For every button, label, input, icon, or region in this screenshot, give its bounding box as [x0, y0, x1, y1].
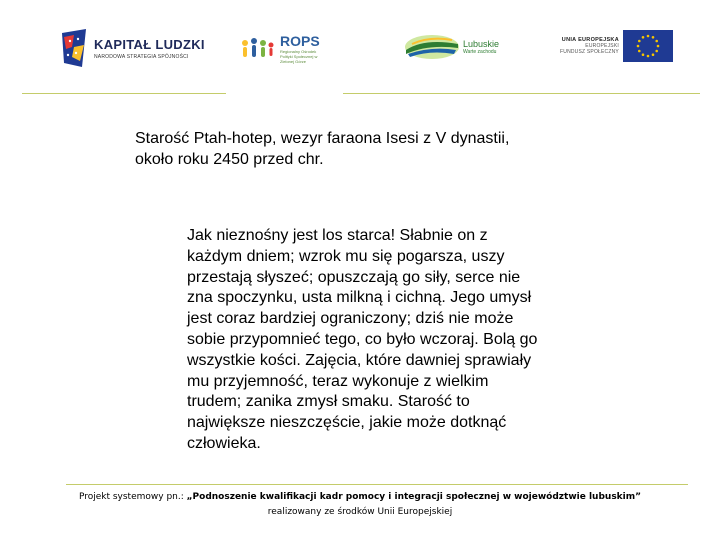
kapital-ludzki-title: KAPITAŁ LUDZKI [94, 36, 205, 52]
eu-logo [560, 26, 682, 66]
footer-funding-note: realizowany ze środków Unii Europejskiej [267, 507, 453, 517]
footer [40, 490, 680, 520]
slide-title: Starość Ptah-hotep, wezyr faraona Isesi z V dynastii, około roku 2450 przed chr. [135, 130, 510, 168]
rops-title: ROPS [280, 32, 320, 49]
header-rule-left [22, 93, 226, 94]
rops-subtitle: Regionalny Ośrodek Polityki Społecznej w Zielonej Górze [280, 48, 318, 64]
footer-line-1 [40, 490, 680, 505]
header-rule-right [343, 93, 700, 94]
eu-title: UNIA EUROPEJSKA [561, 37, 619, 43]
eu-flag-icon [623, 30, 673, 62]
footer-prefix: Projekt systemowy pn.: [78, 492, 187, 502]
rops-people-icon [240, 35, 276, 61]
kapital-ludzki-logo [60, 24, 220, 72]
footer-project-name: „Podnoszenie kwalifikacji kadr pomocy i integracji społecznej w województwie lubuskim” [186, 492, 642, 502]
rops-logo [240, 28, 350, 68]
eu-fund-line2: FUNDUSZ SPOŁECZNY [560, 49, 619, 55]
footer-rule [66, 484, 688, 485]
lubuskie-logo [404, 30, 514, 64]
quote-text: Jak nieznośny jest los starca! Słabnie on z każdym dniem; wzrok mu się pogarsza, uszy przestają słyszeć; opuszczają go siły, serce nie zna spoczynku, usta milkną i cichną. Jego umysł jest coraz bardziej ograniczony; dziś nie może sobie przypomnieć tego, co było wczoraj. Bolą go wszystkie kości. Zajęcia, które dawniej sprawiały mu przyjemność, teraz wykonuje z wielkim trudem; zanika zmysł smaku. Starość to największe nieszczęście, jakie może dotknąć człowieka. [187, 227, 538, 452]
lubuskie-hills-icon [404, 32, 460, 62]
eu-fund-line1: EUROPEJSKI [585, 43, 619, 49]
lubuskie-subtitle: Warte zachodu [463, 49, 497, 55]
kapital-ludzki-mark-icon [60, 27, 88, 69]
kapital-ludzki-subtitle: NARODOWA STRATEGIA SPÓJNOŚCI [94, 53, 189, 60]
lubuskie-title: Lubuskie [463, 39, 500, 49]
